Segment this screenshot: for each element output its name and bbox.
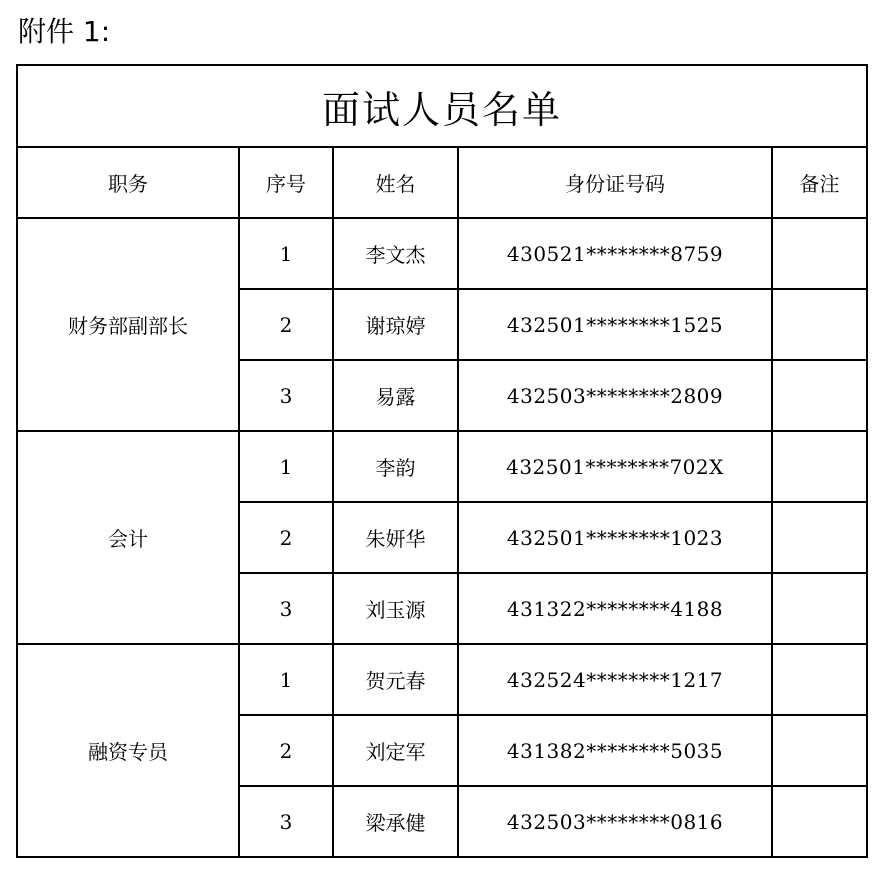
header-position: 职务 xyxy=(17,147,239,218)
header-note: 备注 xyxy=(772,147,867,218)
note-cell xyxy=(772,502,867,573)
seq-cell: 2 xyxy=(239,502,333,573)
header-id-number: 身份证号码 xyxy=(458,147,772,218)
id-number-cell: 430521********8759 xyxy=(458,218,772,289)
note-cell xyxy=(772,289,867,360)
name-cell: 梁承健 xyxy=(333,786,458,857)
seq-cell: 3 xyxy=(239,786,333,857)
note-cell xyxy=(772,218,867,289)
name-cell: 刘定军 xyxy=(333,715,458,786)
note-cell xyxy=(772,786,867,857)
id-number-cell: 432524********1217 xyxy=(458,644,772,715)
id-number-cell: 431322********4188 xyxy=(458,573,772,644)
id-number-cell: 432501********1023 xyxy=(458,502,772,573)
interview-roster-table xyxy=(16,64,868,858)
header-seq: 序号 xyxy=(239,147,333,218)
position-cell: 会计 xyxy=(17,431,239,644)
id-number-cell: 431382********5035 xyxy=(458,715,772,786)
table-row xyxy=(17,431,867,502)
note-cell xyxy=(772,573,867,644)
name-cell: 朱妍华 xyxy=(333,502,458,573)
table-title: 面试人员名单 xyxy=(17,65,867,147)
seq-cell: 1 xyxy=(239,431,333,502)
name-cell: 李韵 xyxy=(333,431,458,502)
header-row xyxy=(17,147,867,218)
note-cell xyxy=(772,715,867,786)
id-number-cell: 432503********2809 xyxy=(458,360,772,431)
id-number-cell: 432503********0816 xyxy=(458,786,772,857)
title-row xyxy=(17,65,867,147)
name-cell: 刘玉源 xyxy=(333,573,458,644)
table-row xyxy=(17,218,867,289)
id-number-cell: 432501********702X xyxy=(458,431,772,502)
name-cell: 贺元春 xyxy=(333,644,458,715)
seq-cell: 2 xyxy=(239,715,333,786)
seq-cell: 2 xyxy=(239,289,333,360)
table-row xyxy=(17,644,867,715)
position-cell: 融资专员 xyxy=(17,644,239,857)
name-cell: 易露 xyxy=(333,360,458,431)
seq-cell: 3 xyxy=(239,573,333,644)
note-cell xyxy=(772,644,867,715)
name-cell: 谢琼婷 xyxy=(333,289,458,360)
note-cell xyxy=(772,431,867,502)
attachment-label: 附件 1: xyxy=(18,15,111,48)
seq-cell: 1 xyxy=(239,644,333,715)
name-cell: 李文杰 xyxy=(333,218,458,289)
id-number-cell: 432501********1525 xyxy=(458,289,772,360)
header-name: 姓名 xyxy=(333,147,458,218)
position-cell: 财务部副部长 xyxy=(17,218,239,431)
seq-cell: 3 xyxy=(239,360,333,431)
note-cell xyxy=(772,360,867,431)
seq-cell: 1 xyxy=(239,218,333,289)
